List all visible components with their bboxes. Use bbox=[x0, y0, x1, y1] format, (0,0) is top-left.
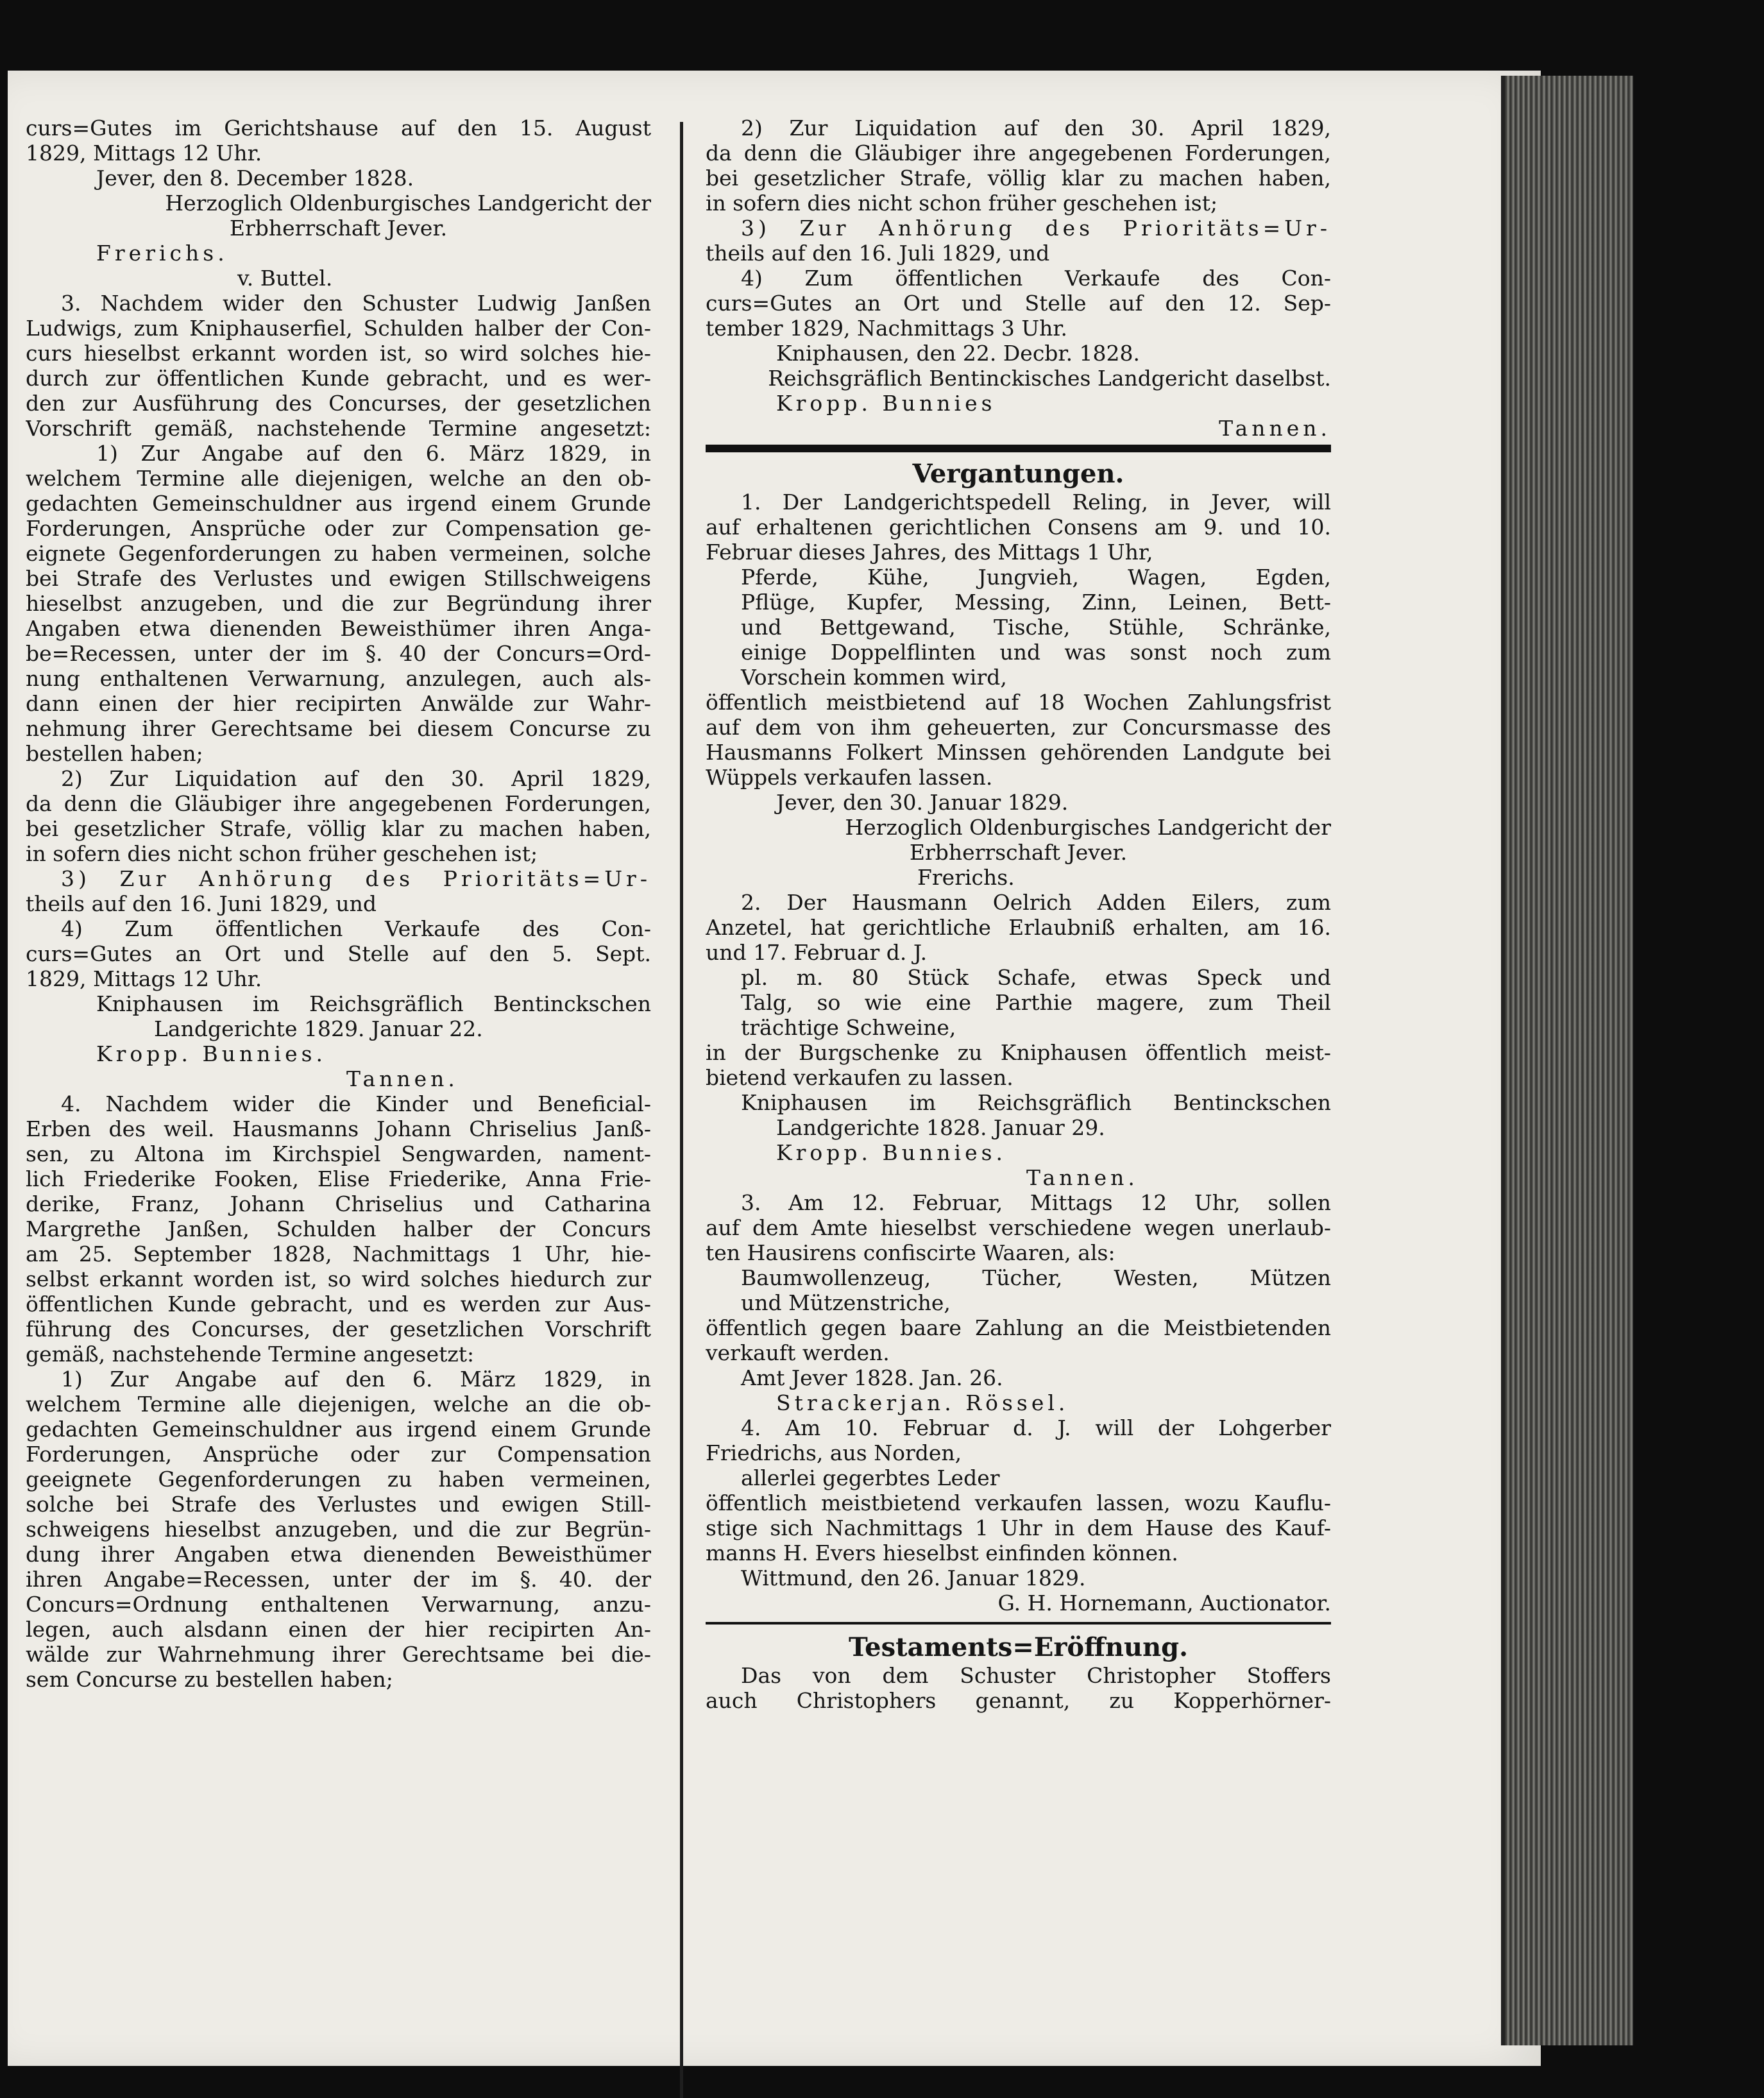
text-line: ihren Angabe=Recessen, unter der im §. 40. der bbox=[26, 1567, 651, 1592]
section-heading-testament: Testaments=Eröffnung. bbox=[848, 1632, 1189, 1662]
text-line: curs hieselbst erkannt worden ist, so wird solches hie- bbox=[26, 341, 651, 366]
text-line: 1. Der Landgerichtspedell Reling, in Jever, will bbox=[741, 490, 1331, 515]
text-line: 4. Nachdem wider die Kinder und Beneficial- bbox=[61, 1091, 651, 1116]
text-line: Tannen. bbox=[346, 1066, 459, 1091]
text-line: 3. Nachdem wider den Schuster Ludwig Janßen bbox=[61, 291, 651, 316]
right-column-continuation bbox=[706, 115, 1331, 441]
section-rule bbox=[706, 445, 1331, 452]
text-line: da denn die Gläubiger ihre angegebenen Forderungen, bbox=[706, 141, 1331, 166]
text-line: 4) Zum öffentlichen Verkaufe des Con- bbox=[741, 266, 1331, 291]
text-line: Vorschrift gemäß, nachstehende Termine angesetzt: bbox=[26, 416, 651, 441]
text-line: am 25. September 1828, Nachmittags 1 Uhr, hie- bbox=[26, 1241, 651, 1266]
text-line: 3) Zur Anhörung des Prioritäts=Ur- bbox=[741, 216, 1331, 241]
text-line: Kropp. Bunnies. bbox=[776, 1140, 1007, 1165]
text-line: derike, Franz, Johann Chriselius und Catharina bbox=[26, 1191, 651, 1216]
text-line: bei gesetzlicher Strafe, völlig klar zu machen haben, bbox=[706, 166, 1331, 191]
text-line: bei gesetzlicher Strafe, völlig klar zu machen haben, bbox=[26, 816, 651, 841]
text-line: 3) Zur Anhörung des Prioritäts=Ur- bbox=[61, 866, 651, 891]
text-line: eignete Gegenforderungen zu haben vermeinen, solche bbox=[26, 541, 651, 566]
text-line: verkauft werden. bbox=[706, 1340, 890, 1365]
text-line: Kniphausen im Reichsgräflich Bentinckschen bbox=[741, 1090, 1331, 1115]
text-line: tember 1829, Nachmittags 3 Uhr. bbox=[706, 316, 1068, 341]
left-column bbox=[26, 115, 651, 1692]
text-line: Erben des weil. Hausmanns Johann Chriselius Janß- bbox=[26, 1116, 651, 1141]
text-line: auf dem Amte hieselbst verschiedene wegen unerlaub- bbox=[706, 1215, 1331, 1240]
text-line: Hausmanns Folkert Minssen gehörenden Landgute bei bbox=[706, 740, 1331, 765]
text-line: 3. Am 12. Februar, Mittags 12 Uhr, sollen bbox=[741, 1190, 1331, 1215]
text-line: Wüppels verkaufen lassen. bbox=[706, 765, 993, 790]
text-line: Jever, den 8. December 1828. bbox=[96, 166, 414, 191]
text-line: stige sich Nachmittags 1 Uhr in dem Hause des Kauf- bbox=[706, 1515, 1331, 1540]
text-line: curs=Gutes im Gerichtshause auf den 15. August bbox=[26, 115, 651, 141]
text-line: in der Burgschenke zu Kniphausen öffentlich meist- bbox=[706, 1040, 1331, 1065]
text-line: Februar dieses Jahres, des Mittags 1 Uhr, bbox=[706, 540, 1153, 565]
text-line: in sofern dies nicht schon früher geschehen ist; bbox=[706, 191, 1218, 216]
text-line: G. H. Hornemann, Auctionator. bbox=[997, 1591, 1331, 1616]
text-line: gedachten Gemeinschuldner aus irgend einem Grunde bbox=[26, 1417, 651, 1442]
text-line: curs=Gutes an Ort und Stelle auf den 12. Sep- bbox=[706, 291, 1331, 316]
text-line: Kropp. Bunnies. bbox=[96, 1041, 327, 1066]
text-line: Amt Jever 1828. Jan. 26. bbox=[741, 1365, 1003, 1390]
text-line: hieselbst anzugeben, und die zur Begründung ihrer bbox=[26, 591, 651, 616]
text-line: einige Doppelflinten und was sonst noch zum bbox=[741, 640, 1331, 665]
text-line: auf erhaltenen gerichtlichen Consens am 9. und 10. bbox=[706, 515, 1331, 540]
vergantungen-section bbox=[706, 490, 1331, 1616]
text-line: Wittmund, den 26. Januar 1829. bbox=[741, 1565, 1086, 1591]
text-line: Tannen. bbox=[1026, 1165, 1139, 1190]
text-line: Pflüge, Kupfer, Messing, Zinn, Leinen, Bett- bbox=[741, 590, 1331, 615]
text-line: Herzoglich Oldenburgisches Landgericht der bbox=[165, 191, 651, 216]
text-line: bei Strafe des Verlustes und ewigen Stillschweigens bbox=[26, 566, 651, 591]
text-line: da denn die Gläubiger ihre angegebenen Forderungen, bbox=[26, 791, 651, 816]
text-line: in sofern dies nicht schon früher geschehen ist; bbox=[26, 841, 538, 866]
text-line: Kniphausen im Reichsgräflich Bentinckschen bbox=[96, 991, 651, 1016]
text-line: wälde zur Wahrnehmung ihrer Gerechtsame bei die- bbox=[26, 1642, 651, 1667]
text-line: 2) Zur Liquidation auf den 30. April 1829, bbox=[741, 115, 1331, 141]
text-line: Vorschein kommen wird, bbox=[741, 665, 1007, 690]
testament-section bbox=[706, 1663, 1331, 1713]
text-line: Ludwigs, zum Kniphauserfiel, Schulden halber der Con- bbox=[26, 316, 651, 341]
text-line: und Bettgewand, Tische, Stühle, Schränke, bbox=[741, 615, 1331, 640]
text-line: auf dem von ihm geheuerten, zur Concursmasse des bbox=[706, 715, 1331, 740]
text-line: 4) Zum öffentlichen Verkaufe des Con- bbox=[61, 916, 651, 941]
text-line: den zur Ausführung des Concurses, der gesetzlichen bbox=[26, 391, 651, 416]
text-line: nehmung ihrer Gerechtsame bei diesem Concurse zu bbox=[26, 716, 651, 741]
text-line: Herzoglich Oldenburgisches Landgericht der bbox=[845, 815, 1331, 840]
text-line: Das von dem Schuster Christopher Stoffers bbox=[741, 1663, 1331, 1688]
text-line: Tannen. bbox=[1219, 416, 1331, 441]
section-heading-vergantungen: Vergantungen. bbox=[912, 459, 1124, 489]
text-line: allerlei gegerbtes Leder bbox=[741, 1465, 1000, 1490]
text-line: 1829, Mittags 12 Uhr. bbox=[26, 141, 262, 166]
text-line: auch Christophers genannt, zu Kopperhörner- bbox=[706, 1688, 1331, 1713]
text-line: welchem Termine alle diejenigen, welche an die ob- bbox=[26, 1392, 651, 1417]
text-line: 1) Zur Angabe auf den 6. März 1829, in bbox=[61, 1367, 651, 1392]
text-line: solche bei Strafe des Verlustes und ewigen Still- bbox=[26, 1492, 651, 1517]
text-line: 2. Der Hausmann Oelrich Adden Eilers, zum bbox=[741, 890, 1331, 915]
section-rule bbox=[706, 1622, 1331, 1625]
text-line: Angaben etwa dienenden Beweisthümer ihren Anga- bbox=[26, 616, 651, 641]
text-line: selbst erkannt worden ist, so wird solches hiedurch zur bbox=[26, 1266, 651, 1292]
text-line: gemäß, nachstehende Termine angesetzt: bbox=[26, 1342, 475, 1367]
text-line: Frerichs. bbox=[917, 865, 1015, 890]
column-divider bbox=[680, 122, 683, 2098]
text-line: öffentlichen Kunde gebracht, und es werden zur Aus- bbox=[26, 1292, 651, 1317]
text-line: Friedrichs, aus Norden, bbox=[706, 1440, 962, 1465]
text-line: pl. m. 80 Stück Schafe, etwas Speck und bbox=[741, 965, 1331, 990]
text-line: öffentlich gegen baare Zahlung an die Meistbietenden bbox=[706, 1315, 1331, 1340]
text-line: legen, auch alsdann einen der hier recipirten An- bbox=[26, 1617, 651, 1642]
text-line: Kropp. Bunnies bbox=[776, 391, 996, 416]
book-page-edge bbox=[1501, 76, 1633, 2045]
text-line: geeignete Gegenforderungen zu haben vermeinen, bbox=[26, 1467, 651, 1492]
text-line: Landgerichte 1829. Januar 22. bbox=[154, 1016, 483, 1041]
text-line: sen, zu Altona im Kirchspiel Sengwarden, nament- bbox=[26, 1141, 651, 1166]
text-line: durch zur öffentlichen Kunde gebracht, und es wer- bbox=[26, 366, 651, 391]
text-line: und 17. Februar d. J. bbox=[706, 940, 928, 965]
text-line: 1) Zur Angabe auf den 6. März 1829, in bbox=[96, 441, 651, 466]
text-line: be=Recessen, unter der im §. 40 der Concurs=Ord- bbox=[26, 641, 651, 666]
text-line: Talg, so wie eine Parthie magere, zum Theil bbox=[741, 990, 1331, 1015]
text-line: öffentlich meistbietend auf 18 Wochen Zahlungsfrist bbox=[706, 690, 1331, 715]
text-line: dung ihrer Angaben etwa dienenden Beweisthümer bbox=[26, 1542, 651, 1567]
text-line: nung enthaltenen Verwarnung, anzulegen, auch als- bbox=[26, 666, 651, 691]
text-line: v. Buttel. bbox=[237, 266, 333, 291]
text-line: dann einen der hier recipirten Anwälde zur Wahr- bbox=[26, 691, 651, 716]
text-line: und Mützenstriche, bbox=[741, 1290, 951, 1315]
text-line: 2) Zur Liquidation auf den 30. April 1829, bbox=[61, 766, 651, 791]
text-line: Frerichs. bbox=[96, 241, 228, 266]
text-line: 1829, Mittags 12 Uhr. bbox=[26, 966, 262, 991]
text-line: curs=Gutes an Ort und Stelle auf den 5. Sept. bbox=[26, 941, 651, 966]
text-line: Forderungen, Ansprüche oder zur Compensation bbox=[26, 1442, 651, 1467]
text-line: Reichsgräflich Bentinckisches Landgericht daselbst. bbox=[768, 366, 1331, 391]
text-line: gedachten Gemeinschuldner aus irgend einem Grunde bbox=[26, 491, 651, 516]
text-line: Strackerjan. Rössel. bbox=[776, 1390, 1069, 1415]
text-line: Kniphausen, den 22. Decbr. 1828. bbox=[776, 341, 1141, 366]
text-line: Anzetel, hat gerichtliche Erlaubniß erhalten, am 16. bbox=[706, 915, 1331, 940]
text-line: sem Concurse zu bestellen haben; bbox=[26, 1667, 393, 1692]
text-line: welchem Termine alle diejenigen, welche an den ob- bbox=[26, 466, 651, 491]
text-line: Erbherrschaft Jever. bbox=[229, 216, 448, 241]
text-line: Jever, den 30. Januar 1829. bbox=[776, 790, 1069, 815]
text-line: Margrethe Janßen, Schulden halber der Concurs bbox=[26, 1216, 651, 1241]
text-line: schweigens hieselbst anzugeben, und die zur Begrün- bbox=[26, 1517, 651, 1542]
text-line: 4. Am 10. Februar d. J. will der Lohgerber bbox=[741, 1415, 1331, 1440]
text-line: Concurs=Ordnung enthaltenen Verwarnung, anzu- bbox=[26, 1592, 651, 1617]
text-line: Erbherrschaft Jever. bbox=[909, 840, 1128, 865]
text-line: Forderungen, Ansprüche oder zur Compensation ge- bbox=[26, 516, 651, 541]
text-line: bietend verkaufen zu lassen. bbox=[706, 1065, 1013, 1090]
text-line: lich Friederike Fooken, Elise Friederike, Anna Frie- bbox=[26, 1166, 651, 1191]
text-line: theils auf den 16. Juli 1829, und bbox=[706, 241, 1050, 266]
text-line: trächtige Schweine, bbox=[741, 1015, 956, 1040]
text-line: Landgerichte 1828. Januar 29. bbox=[776, 1115, 1105, 1140]
text-line: öffentlich meistbietend verkaufen lassen, wozu Kauflu- bbox=[706, 1490, 1331, 1515]
text-line: ten Hausirens confiscirte Waaren, als: bbox=[706, 1240, 1115, 1265]
text-line: bestellen haben; bbox=[26, 741, 203, 766]
text-line: führung des Concurses, der gesetzlichen Vorschrift bbox=[26, 1317, 651, 1342]
text-line: manns H. Evers hieselbst einfinden können. bbox=[706, 1540, 1178, 1565]
text-line: Pferde, Kühe, Jungvieh, Wagen, Egden, bbox=[741, 565, 1331, 590]
text-line: Baumwollenzeug, Tücher, Westen, Mützen bbox=[741, 1265, 1331, 1290]
right-column bbox=[706, 115, 1331, 1713]
text-line: theils auf den 16. Juni 1829, und bbox=[26, 891, 377, 916]
